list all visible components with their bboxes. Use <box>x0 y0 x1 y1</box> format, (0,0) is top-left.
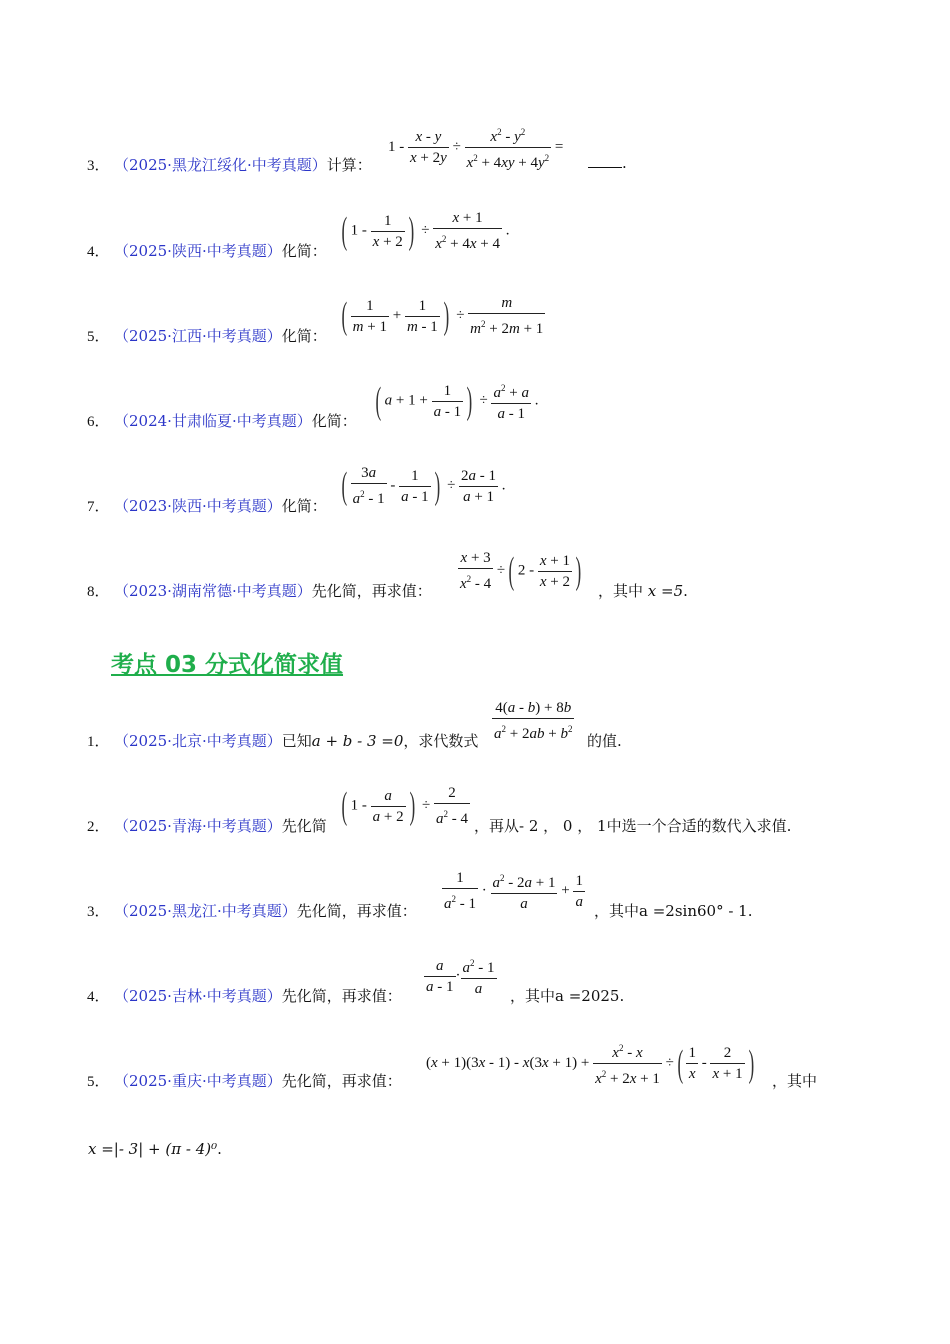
math-expression: $\frac{1}{a^2 - 1}$ · $\frac{a^2 - 2a + 1}{a}$ + $\frac{1}{a}$ <box>444 870 583 912</box>
problem-8: 8． （2023·湖南常德·中考真题）先化简，再求值： $\frac{x + 3}{x^2 - 4}$ ÷( 2 - $\frac{x + 1}{x + 2}$ ) ，其中 x =5. <box>87 550 688 600</box>
problem-instruction: 化简： <box>281 327 327 345</box>
math-expression: $\frac{4(a - b) + 8b}{a^2 + 2ab + b^2}$ <box>494 700 573 742</box>
problem-7 <box>0 463 950 543</box>
problem-source: （2025·吉林·中考真题） <box>114 987 282 1005</box>
problem-number: 8． <box>87 584 110 600</box>
math-expression: ( 1 - $\frac{a}{a + 2}$ ) ÷ $\frac{2}{a^2 - 4}$ <box>341 785 469 827</box>
problem-source: （2025·青海·中考真题） <box>114 817 282 835</box>
problem-instruction: 计算： <box>326 156 372 174</box>
choices: - 2 ， 0 ， 1 <box>519 817 607 835</box>
problem-instruction: 先化简，再求值： <box>311 582 432 600</box>
problem-source: （2025·黑龙江·中考真题） <box>114 902 297 920</box>
math-expression: 1 - $\frac{x - y}{x + 2y}$ ÷ $\frac{x^2 - y^2}{x^2 + 4xy + 4y^2}$ = <box>388 122 563 173</box>
problem-source: （2025·重庆·中考真题） <box>114 1072 282 1090</box>
problem-number: 5． <box>87 329 110 345</box>
condition-line: x =|- 3| + (π - 4)⁰. <box>88 1140 222 1158</box>
condition: a + b - 3 =0 <box>311 732 404 750</box>
math-expression: $\frac{x + 3}{x^2 - 4}$ ÷( 2 - $\frac{x + 1}{x + 2}$ ) <box>460 550 582 592</box>
problem-2-1: 1． （2025·北京·中考真题）已知a + b - 3 =0，求代数式 $\frac{4(a - b) + 8b}{a^2 + 2ab + b^2}$ 的值. <box>87 700 622 750</box>
problem-source: （2025·江西·中考真题） <box>114 327 282 345</box>
math-expression: ( 1 - $\frac{1}{x + 2}$ ) ÷ $\frac{x + 1}{x^2 + 4x + 4}$ . <box>341 210 510 252</box>
problem-6 <box>0 378 950 458</box>
problem-number: 4． <box>87 989 110 1005</box>
math-expression: ( $\frac{1}{m + 1}$ + $\frac{1}{m - 1}$ ) ÷ $\frac{m}{m^2 + 2m + 1}$ <box>341 295 544 337</box>
problem-number: 4． <box>87 244 110 260</box>
problem-source: （2025·黑龙江绥化·中考真题） <box>114 156 327 174</box>
math-expression: (x + 1)(3x - 1) - x(3x + 1) + $\frac{x^2 - x}{x^2 + 2x + 1}$ ÷( $\frac{1}{x}$ - $\frac{2}{x + 1}$ ) <box>426 1038 757 1089</box>
problem-number: 3． <box>87 904 110 920</box>
problem-instruction: 化简： <box>311 412 357 430</box>
problem-instruction: 化简： <box>281 242 327 260</box>
problem-5 <box>0 293 950 373</box>
math-expression: ( $\frac{3a}{a^2 - 1}$ - $\frac{1}{a - 1}$ ) ÷ $\frac{2a - 1}{a + 1}$ . <box>341 465 506 507</box>
condition: a =2025 <box>555 987 620 1005</box>
problem-instruction: 化简： <box>281 497 327 515</box>
problem-number: 1． <box>87 734 110 750</box>
problem-source: （2025·陕西·中考真题） <box>114 242 282 260</box>
section-heading: 考点 03 分式化简求值 <box>111 652 344 678</box>
problem-2-4: 4． （2025·吉林·中考真题）先化简，再求值： $\frac{a}{a - 1}$ · $\frac{a^2 - 1}{a}$ ，其中a =2025. <box>0 953 950 1033</box>
condition: x =|- 3| + (π - 4)⁰ <box>88 1140 218 1158</box>
problem-source: （2025·北京·中考真题） <box>114 732 282 750</box>
answer-blank[interactable] <box>588 157 622 168</box>
problem-source: （2024·甘肃临夏·中考真题） <box>114 412 312 430</box>
math-expression: $\frac{a}{a - 1}$ · $\frac{a^2 - 1}{a}$ <box>424 953 497 999</box>
problem-2-5: 5． （2025·重庆·中考真题）先化简，再求值： (x + 1)(3x - 1) - x(3x + 1) + $\frac{x^2 - x}{x^2 + 2x + 1}$ ÷( $\frac{1}{x}$ - $\frac{2}{x + 1}$ ) ，其中 <box>0 1038 950 1118</box>
problem-number: 7． <box>87 499 110 515</box>
problem-source: （2023·湖南常德·中考真题） <box>114 582 312 600</box>
problem-number: 2． <box>87 819 110 835</box>
problem-source: （2023·陕西·中考真题） <box>114 497 282 515</box>
condition: a =2sin60° - 1 <box>639 902 748 920</box>
math-expression: ( a + 1 + $\frac{1}{a - 1}$ ) ÷ $\frac{a^2 + a}{a - 1}$ . <box>375 380 539 422</box>
problem-3: 3． （2025·黑龙江绥化·中考真题）计算： 1 - $\frac{x - y}{x + 2y}$ ÷ $\frac{x^2 - y^2}{x^2 + 4xy + 4y^2}$ = . <box>0 122 950 202</box>
problem-2-3: 3． （2025·黑龙江·中考真题）先化简，再求值： $\frac{1}{a^2 - 1}$ · $\frac{a^2 - 2a + 1}{a}$ + $\frac{1}{a}$ ，其中a =2sin60° - 1. <box>87 870 753 920</box>
condition: x =5 <box>647 582 684 600</box>
problem-4 <box>0 208 950 288</box>
problem-number: 3． <box>87 158 110 174</box>
problem-2-2: 2． （2025·青海·中考真题）先化简 ( 1 - $\frac{a}{a + 2}$ ) ÷ $\frac{2}{a^2 - 4}$ ，再从- 2 ， 0 ， 1中选一个合适的数代入求值. <box>87 785 792 835</box>
problem-number: 5． <box>87 1074 110 1090</box>
problem-number: 6． <box>87 414 110 430</box>
